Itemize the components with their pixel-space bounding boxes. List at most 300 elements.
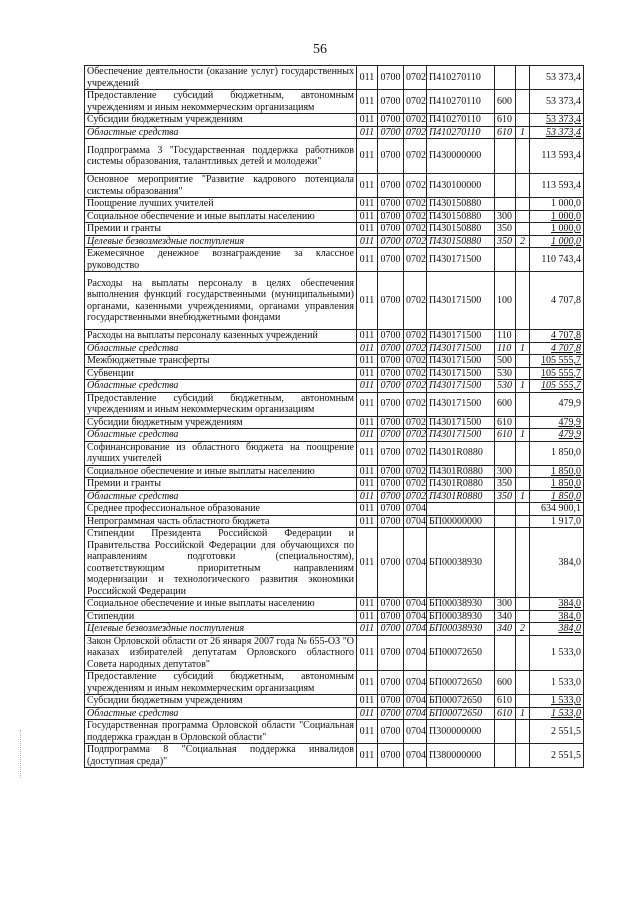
row-funding-source: 2 bbox=[516, 235, 530, 248]
row-funding-source bbox=[516, 367, 530, 380]
row-expense-type: 500 bbox=[495, 355, 516, 368]
row-amount: 1 917,0 bbox=[530, 515, 584, 528]
row-amount: 1 850,0 bbox=[530, 465, 584, 478]
row-section-code: 0700 bbox=[378, 465, 404, 478]
row-funding-source bbox=[516, 223, 530, 236]
table-row bbox=[85, 330, 584, 343]
table-row bbox=[85, 223, 584, 236]
table-row bbox=[85, 90, 584, 114]
row-funding-source bbox=[516, 272, 530, 330]
row-expense-type bbox=[495, 744, 516, 768]
row-grbs-code: 011 bbox=[357, 174, 378, 198]
row-subsection-code: 0704 bbox=[404, 671, 427, 695]
row-expense-type: 610 bbox=[495, 126, 516, 139]
row-target-code: П300000000 bbox=[427, 720, 495, 744]
table-row bbox=[85, 720, 584, 744]
row-funding-source bbox=[516, 330, 530, 343]
row-target-code: БП00038930 bbox=[427, 598, 495, 611]
row-expense-type: 600 bbox=[495, 671, 516, 695]
row-subsection-code: 0702 bbox=[404, 126, 427, 139]
row-grbs-code: 011 bbox=[357, 478, 378, 491]
row-grbs-code: 011 bbox=[357, 342, 378, 355]
row-funding-source bbox=[516, 90, 530, 114]
row-funding-source bbox=[516, 248, 530, 272]
row-subsection-code: 0702 bbox=[404, 223, 427, 236]
margin-mark bbox=[20, 730, 22, 778]
row-expense-type: 350 bbox=[495, 478, 516, 491]
row-name: Субсидии бюджетным учреждениям bbox=[85, 114, 357, 127]
row-amount: 1 850,0 bbox=[530, 490, 584, 503]
row-subsection-code: 0702 bbox=[404, 441, 427, 465]
table-row bbox=[85, 126, 584, 139]
row-funding-source bbox=[516, 635, 530, 671]
row-target-code: П430000000 bbox=[427, 139, 495, 174]
row-subsection-code: 0702 bbox=[404, 248, 427, 272]
row-grbs-code: 011 bbox=[357, 429, 378, 442]
row-section-code: 0700 bbox=[378, 174, 404, 198]
table-row bbox=[85, 515, 584, 528]
row-target-code: БП00000000 bbox=[427, 515, 495, 528]
row-section-code: 0700 bbox=[378, 355, 404, 368]
row-expense-type: 600 bbox=[495, 90, 516, 114]
row-expense-type bbox=[495, 720, 516, 744]
table-row bbox=[85, 210, 584, 223]
page-number: 56 bbox=[313, 42, 327, 57]
row-target-code: П410270110 bbox=[427, 66, 495, 90]
table-row bbox=[85, 744, 584, 768]
row-name: Закон Орловской области от 26 января 2007 года № 655-ОЗ "О наказах избирателей депутатам Орловского областного Совета народных депутатов" bbox=[85, 635, 357, 671]
row-funding-source bbox=[516, 720, 530, 744]
row-section-code: 0700 bbox=[378, 272, 404, 330]
row-amount: 479,9 bbox=[530, 429, 584, 442]
table-row bbox=[85, 355, 584, 368]
row-name: Целевые безвозмездные поступления bbox=[85, 623, 357, 636]
row-name: Государственная программа Орловской области "Социальная поддержка граждан в Орловской области" bbox=[85, 720, 357, 744]
budget-table bbox=[84, 65, 584, 768]
row-expense-type: 300 bbox=[495, 598, 516, 611]
row-name: Субсидии бюджетным учреждениям bbox=[85, 695, 357, 708]
row-name: Областные средства bbox=[85, 380, 357, 393]
row-subsection-code: 0702 bbox=[404, 392, 427, 416]
row-funding-source bbox=[516, 416, 530, 429]
row-subsection-code: 0702 bbox=[404, 416, 427, 429]
row-amount: 1 850,0 bbox=[530, 441, 584, 465]
row-section-code: 0700 bbox=[378, 235, 404, 248]
row-target-code: П430150880 bbox=[427, 198, 495, 211]
row-section-code: 0700 bbox=[378, 90, 404, 114]
row-name: Премии и гранты bbox=[85, 223, 357, 236]
row-amount: 110 743,4 bbox=[530, 248, 584, 272]
row-amount: 384,0 bbox=[530, 598, 584, 611]
row-expense-type: 610 bbox=[495, 114, 516, 127]
row-subsection-code: 0704 bbox=[404, 503, 427, 516]
row-amount: 479,9 bbox=[530, 392, 584, 416]
row-target-code: БП00072650 bbox=[427, 635, 495, 671]
row-name: Непрограммная часть областного бюджета bbox=[85, 515, 357, 528]
row-target-code: П430150880 bbox=[427, 210, 495, 223]
row-subsection-code: 0704 bbox=[404, 598, 427, 611]
row-expense-type: 530 bbox=[495, 367, 516, 380]
row-expense-type: 610 bbox=[495, 416, 516, 429]
row-target-code: П430150880 bbox=[427, 223, 495, 236]
row-grbs-code: 011 bbox=[357, 248, 378, 272]
row-section-code: 0700 bbox=[378, 342, 404, 355]
row-name: Предоставление субсидий бюджетным, автономным учреждениям и иным некоммерческим организациям bbox=[85, 90, 357, 114]
table-row bbox=[85, 635, 584, 671]
row-expense-type bbox=[495, 248, 516, 272]
row-target-code: БП00038930 bbox=[427, 623, 495, 636]
row-subsection-code: 0702 bbox=[404, 272, 427, 330]
row-amount: 384,0 bbox=[530, 610, 584, 623]
row-amount: 53 373,4 bbox=[530, 126, 584, 139]
row-expense-type bbox=[495, 441, 516, 465]
row-name: Стипендии Президента Российской Федерации и Правительства Российской Федерации для обучающихся по направлениям подготовки (специальностям), соответствующим приоритетным направлениям модернизации и технологического развития экономики Российской Федерации bbox=[85, 528, 357, 598]
row-grbs-code: 011 bbox=[357, 515, 378, 528]
row-grbs-code: 011 bbox=[357, 720, 378, 744]
row-grbs-code: 011 bbox=[357, 623, 378, 636]
row-section-code: 0700 bbox=[378, 114, 404, 127]
row-grbs-code: 011 bbox=[357, 707, 378, 720]
row-name: Предоставление субсидий бюджетным, автономным учреждениям и иным некоммерческим организациям bbox=[85, 671, 357, 695]
row-name: Социальное обеспечение и иные выплаты населению bbox=[85, 210, 357, 223]
row-grbs-code: 011 bbox=[357, 744, 378, 768]
row-name: Подпрограмма 8 "Социальная поддержка инвалидов (доступная среда)" bbox=[85, 744, 357, 768]
table-row bbox=[85, 478, 584, 491]
row-funding-source bbox=[516, 528, 530, 598]
row-target-code: П430171500 bbox=[427, 429, 495, 442]
row-grbs-code: 011 bbox=[357, 330, 378, 343]
row-name: Расходы на выплаты персоналу в целях обеспечения выполнения функций государственными (муниципальными) органами, казенными учреждениями, органами управления государственными внебюджетными фондами bbox=[85, 272, 357, 330]
row-expense-type: 100 bbox=[495, 272, 516, 330]
row-target-code: П410270110 bbox=[427, 90, 495, 114]
row-section-code: 0700 bbox=[378, 416, 404, 429]
table-row bbox=[85, 380, 584, 393]
row-grbs-code: 011 bbox=[357, 90, 378, 114]
row-subsection-code: 0702 bbox=[404, 114, 427, 127]
row-name: Предоставление субсидий бюджетным, автономным учреждениям и иным некоммерческим организациям bbox=[85, 392, 357, 416]
row-amount: 634 900,1 bbox=[530, 503, 584, 516]
row-name: Субвенции bbox=[85, 367, 357, 380]
table-row bbox=[85, 671, 584, 695]
row-subsection-code: 0704 bbox=[404, 707, 427, 720]
table-row bbox=[85, 707, 584, 720]
row-target-code: П4301R0880 bbox=[427, 490, 495, 503]
row-section-code: 0700 bbox=[378, 744, 404, 768]
row-funding-source bbox=[516, 66, 530, 90]
row-expense-type: 340 bbox=[495, 610, 516, 623]
row-name: Социальное обеспечение и иные выплаты населению bbox=[85, 465, 357, 478]
row-expense-type: 300 bbox=[495, 465, 516, 478]
row-name: Стипендии bbox=[85, 610, 357, 623]
row-amount: 105 555,7 bbox=[530, 355, 584, 368]
row-funding-source bbox=[516, 695, 530, 708]
row-amount: 4 707,8 bbox=[530, 272, 584, 330]
row-grbs-code: 011 bbox=[357, 695, 378, 708]
row-target-code: П4301R0880 bbox=[427, 465, 495, 478]
row-amount: 1 850,0 bbox=[530, 478, 584, 491]
row-expense-type: 600 bbox=[495, 392, 516, 416]
row-expense-type bbox=[495, 503, 516, 516]
row-funding-source bbox=[516, 139, 530, 174]
row-amount: 113 593,4 bbox=[530, 139, 584, 174]
table-row bbox=[85, 342, 584, 355]
row-section-code: 0700 bbox=[378, 707, 404, 720]
row-section-code: 0700 bbox=[378, 490, 404, 503]
table-row bbox=[85, 367, 584, 380]
row-section-code: 0700 bbox=[378, 623, 404, 636]
row-name: Субсидии бюджетным учреждениям bbox=[85, 416, 357, 429]
row-amount: 53 373,4 bbox=[530, 66, 584, 90]
table-row bbox=[85, 695, 584, 708]
row-target-code: П430171500 bbox=[427, 330, 495, 343]
row-expense-type bbox=[495, 515, 516, 528]
row-expense-type: 350 bbox=[495, 223, 516, 236]
row-amount: 53 373,4 bbox=[530, 114, 584, 127]
row-name: Расходы на выплаты персоналу казенных учреждений bbox=[85, 330, 357, 343]
row-expense-type bbox=[495, 635, 516, 671]
row-grbs-code: 011 bbox=[357, 272, 378, 330]
row-expense-type bbox=[495, 139, 516, 174]
row-subsection-code: 0702 bbox=[404, 66, 427, 90]
row-amount: 1 000,0 bbox=[530, 235, 584, 248]
row-section-code: 0700 bbox=[378, 330, 404, 343]
row-amount: 1 533,0 bbox=[530, 671, 584, 695]
row-funding-source: 1 bbox=[516, 429, 530, 442]
row-expense-type: 350 bbox=[495, 235, 516, 248]
row-grbs-code: 011 bbox=[357, 223, 378, 236]
row-expense-type bbox=[495, 66, 516, 90]
row-subsection-code: 0704 bbox=[404, 720, 427, 744]
row-section-code: 0700 bbox=[378, 429, 404, 442]
row-section-code: 0700 bbox=[378, 720, 404, 744]
row-section-code: 0700 bbox=[378, 528, 404, 598]
row-name: Областные средства bbox=[85, 342, 357, 355]
row-section-code: 0700 bbox=[378, 478, 404, 491]
row-amount: 1 000,0 bbox=[530, 223, 584, 236]
row-amount: 2 551,5 bbox=[530, 720, 584, 744]
row-amount: 479,9 bbox=[530, 416, 584, 429]
table-row bbox=[85, 598, 584, 611]
table-row bbox=[85, 139, 584, 174]
row-section-code: 0700 bbox=[378, 610, 404, 623]
row-subsection-code: 0702 bbox=[404, 235, 427, 248]
row-grbs-code: 011 bbox=[357, 635, 378, 671]
row-subsection-code: 0702 bbox=[404, 355, 427, 368]
row-expense-type bbox=[495, 174, 516, 198]
row-funding-source: 1 bbox=[516, 490, 530, 503]
row-section-code: 0700 bbox=[378, 139, 404, 174]
row-section-code: 0700 bbox=[378, 671, 404, 695]
row-target-code: П430171500 bbox=[427, 342, 495, 355]
row-expense-type: 350 bbox=[495, 490, 516, 503]
row-funding-source bbox=[516, 744, 530, 768]
row-name: Межбюджетные трансферты bbox=[85, 355, 357, 368]
row-grbs-code: 011 bbox=[357, 528, 378, 598]
row-amount: 53 373,4 bbox=[530, 90, 584, 114]
row-name: Целевые безвозмездные поступления bbox=[85, 235, 357, 248]
row-grbs-code: 011 bbox=[357, 503, 378, 516]
row-grbs-code: 011 bbox=[357, 610, 378, 623]
row-grbs-code: 011 bbox=[357, 126, 378, 139]
row-section-code: 0700 bbox=[378, 635, 404, 671]
row-target-code: П430171500 bbox=[427, 248, 495, 272]
row-funding-source bbox=[516, 610, 530, 623]
row-expense-type: 340 bbox=[495, 623, 516, 636]
row-grbs-code: 011 bbox=[357, 198, 378, 211]
row-grbs-code: 011 bbox=[357, 355, 378, 368]
row-subsection-code: 0702 bbox=[404, 139, 427, 174]
table-row bbox=[85, 623, 584, 636]
row-target-code: П430100000 bbox=[427, 174, 495, 198]
row-funding-source bbox=[516, 355, 530, 368]
row-amount: 384,0 bbox=[530, 528, 584, 598]
row-funding-source: 1 bbox=[516, 380, 530, 393]
row-section-code: 0700 bbox=[378, 198, 404, 211]
row-grbs-code: 011 bbox=[357, 441, 378, 465]
row-section-code: 0700 bbox=[378, 392, 404, 416]
table-row bbox=[85, 441, 584, 465]
row-funding-source bbox=[516, 478, 530, 491]
row-target-code: П4301R0880 bbox=[427, 441, 495, 465]
row-subsection-code: 0704 bbox=[404, 695, 427, 708]
row-funding-source bbox=[516, 114, 530, 127]
row-target-code: П380000000 bbox=[427, 744, 495, 768]
row-expense-type: 300 bbox=[495, 210, 516, 223]
row-section-code: 0700 bbox=[378, 248, 404, 272]
row-amount: 105 555,7 bbox=[530, 380, 584, 393]
table-row bbox=[85, 114, 584, 127]
row-amount: 1 533,0 bbox=[530, 707, 584, 720]
table-row bbox=[85, 528, 584, 598]
row-funding-source bbox=[516, 465, 530, 478]
row-grbs-code: 011 bbox=[357, 490, 378, 503]
row-target-code: БП00038930 bbox=[427, 610, 495, 623]
row-funding-source: 1 bbox=[516, 126, 530, 139]
row-subsection-code: 0702 bbox=[404, 210, 427, 223]
row-target-code: П430171500 bbox=[427, 416, 495, 429]
table-row bbox=[85, 392, 584, 416]
row-section-code: 0700 bbox=[378, 503, 404, 516]
row-name: Обеспечение деятельности (оказание услуг) государственных учреждений bbox=[85, 66, 357, 90]
row-grbs-code: 011 bbox=[357, 235, 378, 248]
row-funding-source: 2 bbox=[516, 623, 530, 636]
row-name: Поощрение лучших учителей bbox=[85, 198, 357, 211]
row-subsection-code: 0702 bbox=[404, 478, 427, 491]
row-name: Премии и гранты bbox=[85, 478, 357, 491]
row-subsection-code: 0702 bbox=[404, 367, 427, 380]
row-name: Областные средства bbox=[85, 490, 357, 503]
table-row bbox=[85, 503, 584, 516]
row-name: Софинансирование из областного бюджета на поощрение лучших учителей bbox=[85, 441, 357, 465]
row-target-code bbox=[427, 503, 495, 516]
row-amount: 105 555,7 bbox=[530, 367, 584, 380]
row-expense-type: 610 bbox=[495, 695, 516, 708]
row-subsection-code: 0702 bbox=[404, 465, 427, 478]
row-grbs-code: 011 bbox=[357, 66, 378, 90]
row-subsection-code: 0704 bbox=[404, 528, 427, 598]
row-expense-type: 610 bbox=[495, 707, 516, 720]
row-amount: 384,0 bbox=[530, 623, 584, 636]
row-expense-type: 530 bbox=[495, 380, 516, 393]
row-target-code: П430171500 bbox=[427, 272, 495, 330]
table-row bbox=[85, 610, 584, 623]
table-row bbox=[85, 174, 584, 198]
row-amount: 4 707,8 bbox=[530, 330, 584, 343]
table-row bbox=[85, 272, 584, 330]
row-subsection-code: 0702 bbox=[404, 490, 427, 503]
row-target-code: БП00072650 bbox=[427, 695, 495, 708]
table-row bbox=[85, 235, 584, 248]
row-amount: 1 533,0 bbox=[530, 635, 584, 671]
row-expense-type bbox=[495, 528, 516, 598]
row-funding-source bbox=[516, 210, 530, 223]
row-section-code: 0700 bbox=[378, 66, 404, 90]
row-subsection-code: 0704 bbox=[404, 635, 427, 671]
row-subsection-code: 0704 bbox=[404, 623, 427, 636]
row-grbs-code: 011 bbox=[357, 416, 378, 429]
row-grbs-code: 011 bbox=[357, 380, 378, 393]
row-name: Ежемесячное денежное вознаграждение за классное руководство bbox=[85, 248, 357, 272]
row-funding-source: 1 bbox=[516, 342, 530, 355]
row-section-code: 0700 bbox=[378, 515, 404, 528]
row-grbs-code: 011 bbox=[357, 671, 378, 695]
table-row bbox=[85, 416, 584, 429]
row-name: Областные средства bbox=[85, 707, 357, 720]
row-target-code: П430171500 bbox=[427, 367, 495, 380]
row-target-code: БП00072650 bbox=[427, 671, 495, 695]
row-section-code: 0700 bbox=[378, 210, 404, 223]
row-name: Областные средства bbox=[85, 126, 357, 139]
row-amount: 1 000,0 bbox=[530, 198, 584, 211]
row-section-code: 0700 bbox=[378, 367, 404, 380]
row-name: Основное мероприятие "Развитие кадрового потенциала системы образования" bbox=[85, 174, 357, 198]
row-target-code: БП00038930 bbox=[427, 528, 495, 598]
row-subsection-code: 0702 bbox=[404, 342, 427, 355]
row-target-code: БП00072650 bbox=[427, 707, 495, 720]
row-amount: 4 707,8 bbox=[530, 342, 584, 355]
row-section-code: 0700 bbox=[378, 223, 404, 236]
row-subsection-code: 0702 bbox=[404, 429, 427, 442]
row-funding-source bbox=[516, 503, 530, 516]
row-subsection-code: 0704 bbox=[404, 515, 427, 528]
row-funding-source bbox=[516, 598, 530, 611]
row-grbs-code: 011 bbox=[357, 210, 378, 223]
row-grbs-code: 011 bbox=[357, 367, 378, 380]
table-row bbox=[85, 429, 584, 442]
row-funding-source bbox=[516, 174, 530, 198]
table-row bbox=[85, 465, 584, 478]
row-amount: 113 593,4 bbox=[530, 174, 584, 198]
table-row bbox=[85, 198, 584, 211]
row-funding-source bbox=[516, 441, 530, 465]
row-name: Социальное обеспечение и иные выплаты населению bbox=[85, 598, 357, 611]
row-section-code: 0700 bbox=[378, 441, 404, 465]
row-section-code: 0700 bbox=[378, 126, 404, 139]
row-target-code: П430171500 bbox=[427, 380, 495, 393]
row-expense-type: 110 bbox=[495, 342, 516, 355]
row-name: Подпрограмма 3 "Государственная поддержка работников системы образования, талантливых детей и молодежи" bbox=[85, 139, 357, 174]
table-row bbox=[85, 490, 584, 503]
row-grbs-code: 011 bbox=[357, 465, 378, 478]
row-amount: 1 000,0 bbox=[530, 210, 584, 223]
row-target-code: П430171500 bbox=[427, 392, 495, 416]
row-subsection-code: 0702 bbox=[404, 198, 427, 211]
row-target-code: П410270110 bbox=[427, 126, 495, 139]
row-target-code: П410270110 bbox=[427, 114, 495, 127]
row-subsection-code: 0704 bbox=[404, 744, 427, 768]
row-funding-source bbox=[516, 392, 530, 416]
row-subsection-code: 0702 bbox=[404, 380, 427, 393]
